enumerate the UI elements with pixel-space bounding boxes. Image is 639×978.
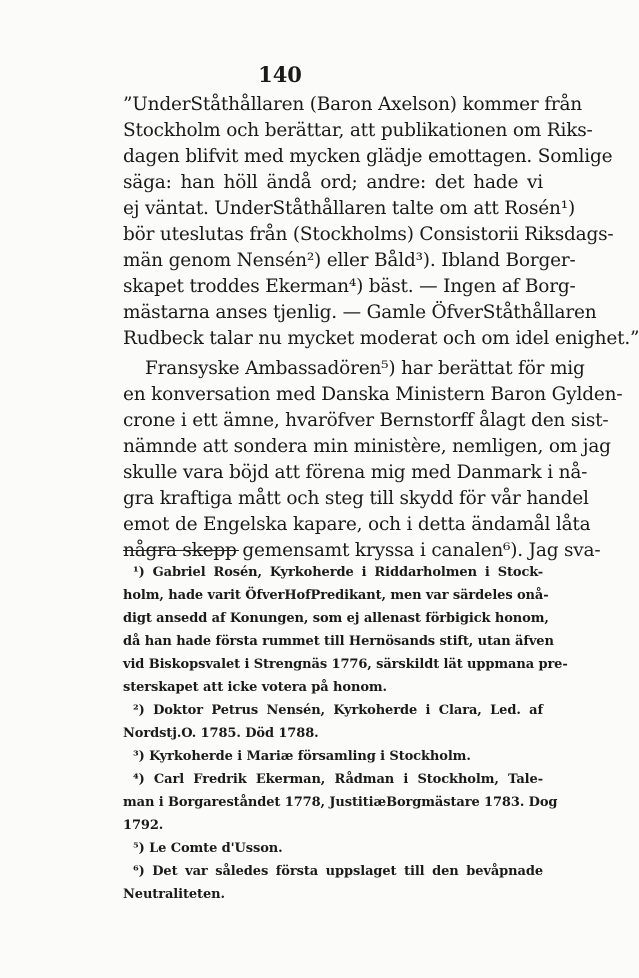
text-line: några skepp gemensamt kryssa i canalen⁶). Jag sva- [123,540,601,561]
text-line: gra kraftiga mått och steg till skydd för vår handel [123,488,589,509]
text-line: skapet troddes Ekerman⁴) bäst. — Ingen af Borg- [123,276,576,297]
text-line: säga: han höll ändå ord; andre: det hade vi [123,172,543,193]
text-line: Stockholm och berättar, att publikationen om Riks- [123,120,593,141]
footnote-line: digt ansedd af Konungen, som ej allenast förbigick honom, [123,611,549,626]
footnote-line: ⁵) Le Comte d'Usson. [133,841,283,856]
text-line: dagen blifvit med mycken glädje emottagen. Somlige [123,146,613,167]
footnote-line: ⁴) Carl Fredrik Ekerman, Rådman i Stockholm, Tale- [133,772,543,787]
footnote-line: Neutraliteten. [123,887,225,902]
main-text [123,92,639,564]
text-line: ”UnderStåthållaren (Baron Axelson) kommer från [123,94,583,115]
footnote-line: ²) Doktor Petrus Nensén, Kyrkoherde i Clara, Led. af [133,703,543,718]
footnote-line: sterskapet att icke votera på honom. [123,680,387,695]
text-line: en konversation med Danska Ministern Baron Gylden- [123,384,623,405]
text-line: ej väntat. UnderStåthållaren talte om att Rosén¹) [123,198,575,219]
text-line: nämnde att sondera min ministère, nemligen, om jag [123,436,611,457]
footnote-line: 1792. [123,818,164,833]
text-line: mästarna anses tjenlig. — Gamle ÖfverStåthållaren [123,302,597,323]
footnote-line: ³) Kyrkoherde i Mariæ församling i Stockholm. [133,749,471,764]
footnote-rule [123,550,239,551]
footnotes [123,561,568,906]
text-line: Rudbeck talar nu mycket moderat och om idel enighet.” [123,328,639,349]
text-line: män genom Nensén²) eller Båld³). Ibland Borger- [123,250,576,271]
text-line: crone i ett ämne, hvaröfver Bernstorff ålagt den sist- [123,410,609,431]
footnote-line: vid Biskopsvalet i Strengnäs 1776, särskildt lät uppmana pre- [123,657,568,672]
text-line: skulle vara böjd att förena mig med Danmark i nå- [123,462,588,483]
footnote-line: ⁶) Det var således första uppslaget till den bevåpnade [133,864,543,879]
footnote-line: Nordstj.O. 1785. Död 1788. [123,726,319,741]
footnote-line: då han hade första rummet till Hernösands stift, utan äfven [123,634,554,649]
text-line: emot de Engelska kapare, och i detta ändamål låta [123,514,591,535]
footnote-line: holm, hade varit ÖfverHofPredikant, men var särdeles onå- [123,588,549,603]
text-line: Fransyske Ambassadören⁵) har berättat för mig [145,358,585,379]
page-number: 140 [258,62,302,87]
text-line: bör uteslutas från (Stockholms) Consistorii Riksdags- [123,224,614,245]
footnote-line: man i Borgareståndet 1778, JustitiæBorgmästare 1783. Dog [123,795,558,810]
footnote-line: ¹) Gabriel Rosén, Kyrkoherde i Riddarholmen i Stock- [133,565,543,580]
